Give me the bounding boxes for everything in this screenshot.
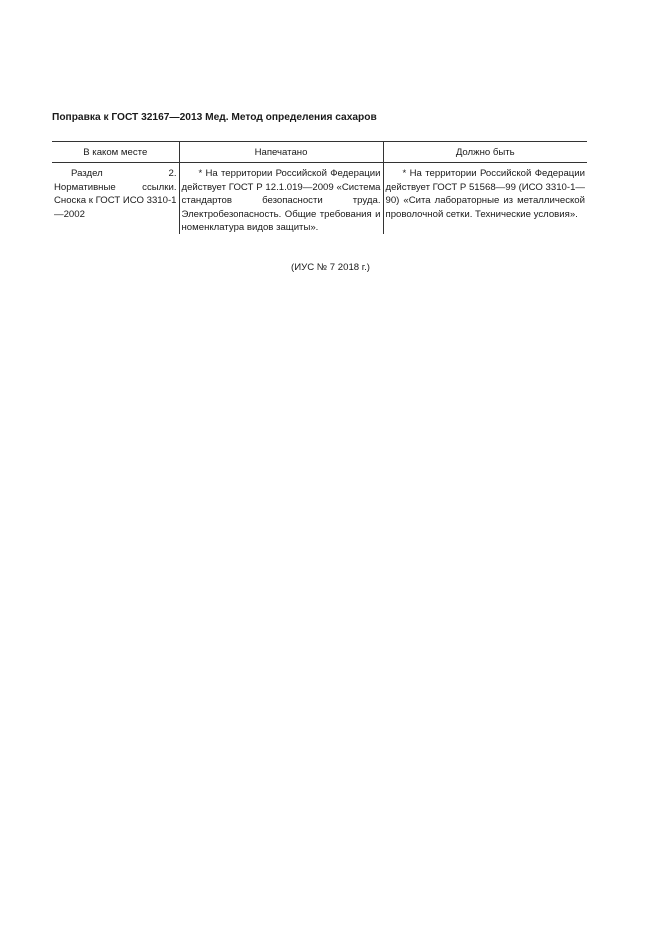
header-printed: Напечатано bbox=[179, 142, 383, 163]
cell-printed: * На территории Российской Федерации действует ГОСТ Р 12.1.019—2009 «Система стандартов безопасности труда. Электробезопасность. Общие требования и номенклатура видов защиты». bbox=[179, 163, 383, 235]
header-should-be: Должно быть bbox=[383, 142, 587, 163]
cell-should-be: * На территории Российской Федерации действует ГОСТ Р 51568—99 (ИСО 3310-1—90) «Сита лабораторные из металлической проволочной сетки. Технические условия». bbox=[383, 163, 587, 235]
header-where: В каком месте bbox=[52, 142, 179, 163]
correction-table bbox=[52, 141, 587, 234]
cell-where: Раздел 2. Нормативные ссылки. Сноска к ГОСТ ИСО 3310-1—2002 bbox=[54, 168, 177, 220]
table-row bbox=[52, 163, 587, 235]
source-note: (ИУС № 7 2018 г.) bbox=[291, 262, 370, 273]
page-title: Поправка к ГОСТ 32167—2013 Мед. Метод определения сахаров bbox=[52, 112, 377, 123]
table-header-row bbox=[52, 142, 587, 163]
